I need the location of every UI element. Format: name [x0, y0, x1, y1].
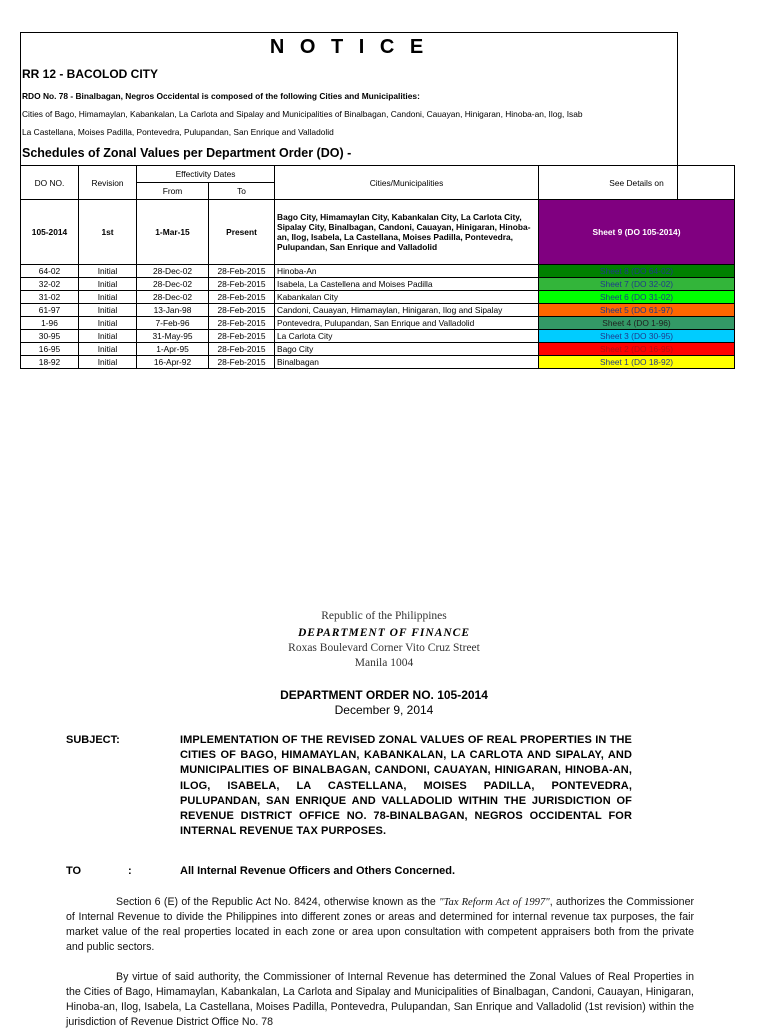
cell-do-no: 32-02: [21, 278, 79, 291]
cell-do-no: 64-02: [21, 265, 79, 278]
table-row: [21, 278, 735, 291]
cell-to: 28-Feb-2015: [209, 278, 275, 291]
sheet-link[interactable]: Sheet 4 (DO 1-96): [539, 317, 735, 330]
cell-revision: Initial: [79, 356, 137, 369]
table-row: [21, 343, 735, 356]
table-row: [21, 356, 735, 369]
cell-revision: Initial: [79, 330, 137, 343]
notice-title: N O T I C E: [269, 36, 429, 58]
sheet-link[interactable]: Sheet 8 (DO 64-02): [539, 265, 735, 278]
sheet-link[interactable]: Sheet 1 (DO 18-92): [539, 356, 735, 369]
cell-cities: La Carlota City: [275, 330, 539, 343]
paragraph-2: [66, 970, 694, 1030]
paragraph-1-act-title: "Tax Reform Act of 1997": [439, 897, 550, 908]
header-cities: Cities/Municipalities: [275, 166, 539, 200]
subject-text: IMPLEMENTATION OF THE REVISED ZONAL VALUES OF REAL PROPERTIES IN THE CITIES OF BAGO, HIMAMAYLAN, KABANKALAN, LA CARLOTA AND SIPALAY, AND MUNICIPALITIES OF BINALBAGAN, CANDONI, CAUAYAN, HINIGARAN, HINOBA-AN, ILOG, ISABELA, LA CASTELLANA, MOISES PADILLA, PONTEVEDRA, PULUPANDAN, SAN ENRIQUE AND VALLADOLID WITHIN THE JURISDICTION OF REVENUE DISTRICT OFFICE NO. 78-BINALBAGAN, NEGROS OCCIDENTAL FOR INTERNAL REVENUE TAX PURPOSES.: [180, 734, 632, 838]
cell-revision: Initial: [79, 291, 137, 304]
to-colon: :: [128, 865, 132, 877]
cell-from: 7-Feb-96: [137, 317, 209, 330]
sheet-link[interactable]: Sheet 7 (DO 32-02): [539, 278, 735, 291]
header-from: From: [137, 183, 209, 200]
cell-do-no: 1-96: [21, 317, 79, 330]
cell-cities: Hinoba-An: [275, 265, 539, 278]
cell-from: 1-Mar-15: [137, 200, 209, 265]
schedules-heading: Schedules of Zonal Values per Department Order (DO) -: [22, 146, 352, 160]
cell-do-no: 31-02: [21, 291, 79, 304]
cell-from: 31-May-95: [137, 330, 209, 343]
cell-from: 13-Jan-98: [137, 304, 209, 317]
table-row: [21, 291, 735, 304]
cell-revision: Initial: [79, 343, 137, 356]
cell-to: 28-Feb-2015: [209, 304, 275, 317]
table-row: [21, 200, 735, 265]
cities-line-1: Cities of Bago, Himamaylan, Kabankalan, La Carlota and Sipalay and Municipalities of Binalbagan, Candoni, Cauayan, Hinigaran, Hinoba-an, Ilog, Isab: [22, 109, 583, 119]
cell-to: 28-Feb-2015: [209, 343, 275, 356]
cell-to: 28-Feb-2015: [209, 356, 275, 369]
cell-to: 28-Feb-2015: [209, 317, 275, 330]
cell-from: 28-Dec-02: [137, 291, 209, 304]
cell-revision: Initial: [79, 265, 137, 278]
cell-from: 1-Apr-95: [137, 343, 209, 356]
republic-heading: Republic of the Philippines: [321, 610, 447, 622]
header-effectivity: Effectivity Dates: [137, 166, 275, 183]
paragraph-1-start: Section 6 (E) of the Republic Act No. 8424, otherwise known as the: [116, 896, 436, 908]
cell-do-no: 18-92: [21, 356, 79, 369]
cell-cities: Candoni, Cauayan, Himamaylan, Hinigaran, Ilog and Sipalay: [275, 304, 539, 317]
cell-to: 28-Feb-2015: [209, 265, 275, 278]
address-line-1: Roxas Boulevard Corner Vito Cruz Street: [288, 642, 480, 654]
cell-to: 28-Feb-2015: [209, 330, 275, 343]
cell-do-no: 30-95: [21, 330, 79, 343]
cell-cities: Isabela, La Castellena and Moises Padilla: [275, 278, 539, 291]
header-to: To: [209, 183, 275, 200]
cell-to: 28-Feb-2015: [209, 291, 275, 304]
cell-cities: Pontevedra, Pulupandan, San Enrique and Valladolid: [275, 317, 539, 330]
cell-do-no: 105-2014: [21, 200, 79, 265]
to-text: All Internal Revenue Officers and Others Concerned.: [180, 865, 456, 877]
cell-cities: Binalbagan: [275, 356, 539, 369]
rdo-line: RDO No. 78 - Binalbagan, Negros Occidental is composed of the following Cities and Municipalities:: [22, 91, 420, 101]
cell-from: 28-Dec-02: [137, 278, 209, 291]
zonal-values-table: [20, 165, 735, 369]
paragraph-1-rest: , authorizes the Commissioner of Internal Revenue to divide the Philippines into different zones or areas and determined for internal revenue tax purposes, the fair market value of the real properties located in each zone or area upon consultation with competent appraisers both from the private and public sectors.: [66, 896, 694, 953]
sheet-link[interactable]: Sheet 9 (DO 105-2014): [539, 200, 735, 265]
table-row: [21, 330, 735, 343]
cell-cities: Bago City, Himamaylan City, Kabankalan City, La Carlota City, Sipalay City, Binalbagan, Candoni, Cauayan, Hinigaran, Hinoba-an, Ilog, Isabela, La Castellana, Moises Padilla, Pontevedra, Pulupandan, San Enrique and Valladolid: [275, 200, 539, 265]
cell-do-no: 16-95: [21, 343, 79, 356]
header-do-no: DO NO.: [21, 166, 79, 200]
table-row: [21, 265, 735, 278]
paragraph-2-text: By virtue of said authority, the Commissioner of Internal Revenue has determined the Zonal Values of Real Properties in the Cities of Bago, Himamaylan, Kabankalan, La Carlota and Sipalay and Municipalities of Binalbagan, Candoni, Cauayan, Hinigaran, Hinoba-an, Ilog, Isabela, La Castellana, Moises Padilla, Pontevedra, Pulupandan, San Enrique and Valladolid (1st revision) within the jurisdiction of Revenue District Office No. 78: [66, 971, 694, 1028]
subject-label: SUBJECT:: [66, 734, 120, 746]
cities-line-2: La Castellana, Moises Padilla, Pontevedra, Pulupandan, San Enrique and Valladolid: [22, 127, 334, 137]
to-label: TO: [66, 865, 82, 877]
paragraph-1: [66, 895, 694, 955]
header-revision: Revision: [79, 166, 137, 200]
order-number: DEPARTMENT ORDER NO. 105-2014: [280, 688, 488, 702]
revenue-region: RR 12 - BACOLOD CITY: [22, 67, 159, 81]
cell-do-no: 61-97: [21, 304, 79, 317]
cell-revision: Initial: [79, 278, 137, 291]
header-details: See Details on: [539, 166, 735, 200]
table-row: [21, 304, 735, 317]
cell-cities: Kabankalan City: [275, 291, 539, 304]
department-heading: DEPARTMENT OF FINANCE: [297, 627, 471, 639]
sheet-link[interactable]: Sheet 6 (DO 31-02): [539, 291, 735, 304]
table-row: [21, 317, 735, 330]
cell-from: 16-Apr-92: [137, 356, 209, 369]
cell-cities: Bago City: [275, 343, 539, 356]
sheet-link[interactable]: Sheet 3 (DO 30-95): [539, 330, 735, 343]
cell-revision: Initial: [79, 317, 137, 330]
notice-sheet: [20, 32, 681, 369]
address-line-2: Manila 1004: [354, 657, 414, 669]
sheet-link[interactable]: Sheet 2 (DO 16-95): [539, 343, 735, 356]
order-date: December 9, 2014: [334, 703, 434, 717]
cell-to: Present: [209, 200, 275, 265]
cell-revision: 1st: [79, 200, 137, 265]
cell-revision: Initial: [79, 304, 137, 317]
cell-from: 28-Dec-02: [137, 265, 209, 278]
sheet-link[interactable]: Sheet 5 (DO 61-97): [539, 304, 735, 317]
